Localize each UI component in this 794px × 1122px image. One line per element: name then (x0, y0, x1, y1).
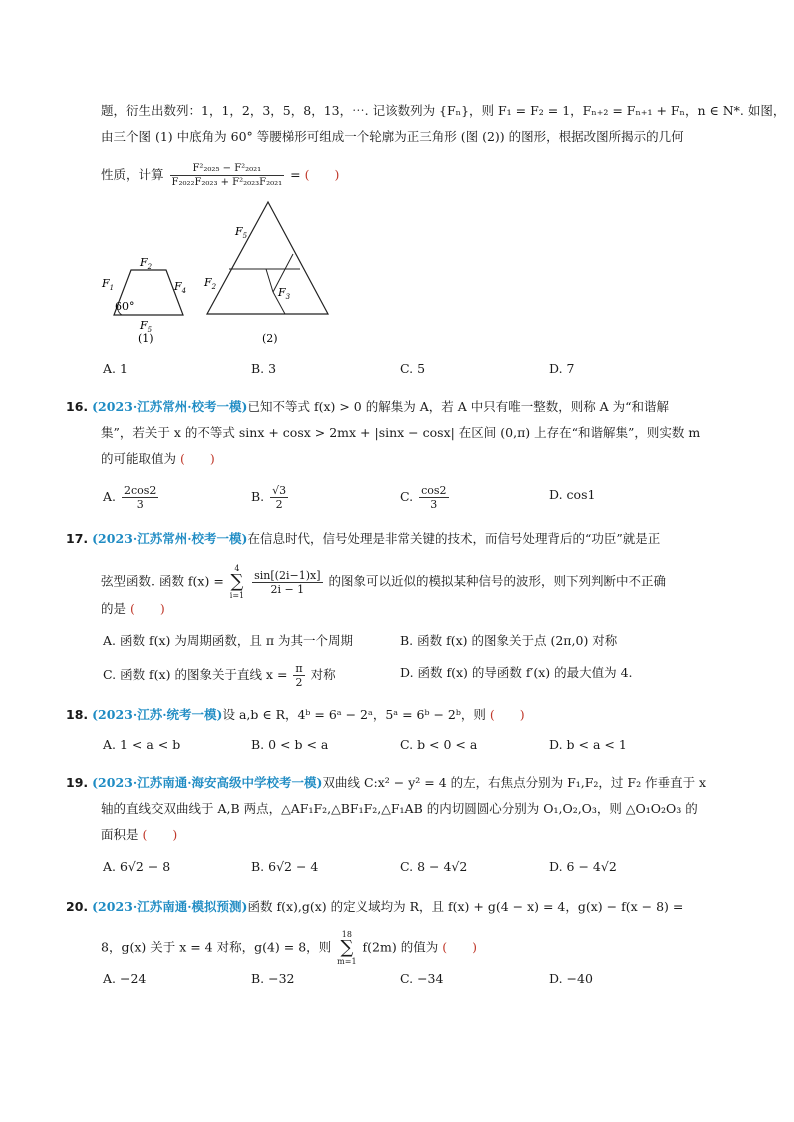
label-f2-top: $F_2$ (140, 256, 153, 271)
q17-sum-bottom: i=1 (229, 591, 245, 600)
q16-option-a[interactable] (103, 484, 160, 511)
q16-option-a-num: 2cos2 (124, 484, 157, 497)
q17-option-c-prefix: C. 函数 f(x) 的图象关于直线 x = (103, 667, 288, 682)
q15-frac-numerator: F²₂₀₂₅ − F²₂₀₂₁ (170, 162, 285, 176)
figure-2-triangle (200, 196, 350, 348)
label-f4-right: $F_4$ (174, 280, 187, 295)
q16-line-3 (101, 450, 215, 468)
q17-line-1 (66, 530, 660, 548)
label-tri-f3: $F_3$ (278, 286, 291, 301)
q16-option-b-num: √3 (272, 484, 287, 497)
q20-answer-bracket: ( ) (442, 939, 477, 955)
q19-option-b[interactable]: B. 6√2 − 4 (251, 859, 319, 874)
q16-line-3-text: 的可能取值为 (101, 451, 177, 466)
q15-line-2: 由三个图 (1) 中底角为 60° 等腰梯形可组成一个轮廓为正三角形 (图 (2)) 的图形，根据改图所揭示的几何 (101, 129, 684, 144)
q20-option-b[interactable]: B. −32 (251, 971, 295, 986)
q16-number: 16. (66, 399, 89, 414)
q20-line-1 (66, 898, 683, 916)
q19-line-1-text: 双曲线 C:x² − y² = 4 的左，右焦点分别为 F₁,F₂，过 F₂ 作垂直于 x (322, 775, 707, 790)
q16-option-b-label: B. (251, 489, 265, 504)
q20-option-a[interactable]: A. −24 (103, 971, 147, 986)
q16-option-a-label: A. (103, 489, 117, 504)
q16-option-b[interactable] (251, 484, 290, 511)
q16-option-d-text: cos1 (566, 487, 596, 502)
q20-sum-top: 18 (341, 930, 352, 939)
inner-slant-line-3 (266, 269, 273, 292)
q17-line-2-prefix: 弦型函数. 函数 f(x) = (101, 573, 224, 589)
q17-line-2 (101, 564, 666, 600)
q20-line-2-prefix: 8，g(x) 关于 x = 4 对称，g(4) = 8，则 (101, 939, 332, 955)
q18-option-d[interactable]: D. b < a < 1 (549, 737, 627, 752)
q20-option-c[interactable]: C. −34 (400, 971, 444, 986)
q16-option-b-den: 2 (275, 498, 283, 511)
q15-line-3-prefix: 性质，计算 (101, 167, 164, 182)
triangle-outline (207, 202, 328, 314)
q20-summation (337, 930, 356, 966)
q15-option-b[interactable]: B. 3 (251, 361, 277, 376)
q19-option-a[interactable]: A. 6√2 − 8 (103, 859, 171, 874)
q16-option-c[interactable] (400, 484, 451, 511)
q18-text: 设 a,b ∈ R，4ᵇ = 6ᵃ − 2ᵃ，5ᵃ = 6ᵇ − 2ᵇ，则 (222, 707, 486, 722)
q19-option-c[interactable]: C. 8 − 4√2 (400, 859, 468, 874)
q17-option-c-den: 2 (295, 676, 303, 689)
q16-option-d-label: D. (549, 487, 563, 502)
q20-option-d[interactable]: D. −40 (549, 971, 593, 986)
q20-line-1-text: 函数 f(x),g(x) 的定义域均为 R，且 f(x) + g(4 − x) = 4，g(x) − f(x − 8) = (247, 899, 684, 914)
q15-line-3 (101, 162, 339, 189)
label-f1-left: $F_1$ (102, 277, 115, 292)
label-tri-f2: $F_2$ (204, 276, 217, 291)
q16-option-c-label: C. (400, 489, 414, 504)
q17-option-d[interactable]: D. 函数 f(x) 的导函数 f′(x) 的最大值为 4. (400, 665, 633, 680)
q17-sum-top: 4 (234, 564, 240, 573)
q17-option-c[interactable] (103, 662, 336, 689)
q17-sum-num: sin[(2i−1)x] (254, 568, 321, 582)
q17-option-a[interactable]: A. 函数 f(x) 为周期函数，且 π 为其一个周期 (103, 633, 354, 648)
q16-line-2: 集”，若关于 x 的不等式 sinx + cosx > 2mx + |sinx − cosx| 在区间 (0,π) 上存在“和谐解集”，则实数 m (101, 425, 701, 440)
q16-option-d[interactable] (549, 486, 595, 504)
q15-option-c[interactable]: C. 5 (400, 361, 426, 376)
caption-figure-1: (1) (138, 332, 154, 345)
q20-source: (2023·江苏南通·模拟预测) (92, 899, 248, 914)
q18-option-a[interactable]: A. 1 < a < b (103, 737, 181, 752)
q15-fraction (170, 162, 285, 189)
q18-line-1 (66, 706, 525, 724)
q17-line-2-suffix: 的图象可以近似的模拟某种信号的波形，则下列判断中不正确 (328, 573, 666, 589)
sigma-icon: ∑ (230, 571, 244, 592)
q17-line-1-text: 在信息时代，信号处理是非常关键的技术，而信号处理背后的“功臣”就是正 (247, 531, 661, 546)
figure-1-trapezoid (98, 240, 198, 348)
q15-answer-bracket: ( ) (304, 167, 340, 182)
q17-source: (2023·江苏常州·校考一模) (92, 531, 248, 546)
q16-option-c-num: cos2 (421, 484, 447, 497)
q17-sum-fraction (252, 569, 322, 596)
q18-number: 18. (66, 707, 89, 722)
q18-source: (2023·江苏·统考一模) (92, 707, 223, 722)
q16-source: (2023·江苏常州·校考一模) (92, 399, 248, 414)
q17-line-3-text: 的是 (101, 601, 127, 616)
q16-option-a-frac (122, 484, 158, 511)
q17-sum-den: 2i − 1 (270, 582, 305, 596)
q19-line-2: 轴的直线交双曲线于 A,B 两点，△AF₁F₂,△BF₁F₂,△F₁AB 的内切圆圆心分别为 O₁,O₂,O₃，则 △O₁O₂O₃ 的 (101, 801, 698, 816)
q17-option-c-num: π (295, 662, 303, 675)
q16-line-1-text: 已知不等式 f(x) > 0 的解集为 A，若 A 中只有唯一整数，则称 A 为“和谐解 (247, 399, 670, 414)
q20-sum-bottom: m=1 (337, 957, 357, 966)
q17-answer-bracket: ( ) (130, 601, 165, 616)
caption-figure-2: (2) (262, 332, 278, 345)
q19-source: (2023·江苏南通·海安高级中学校考一模) (92, 775, 323, 790)
q18-option-b[interactable]: B. 0 < b < a (251, 737, 329, 752)
q20-number: 20. (66, 899, 89, 914)
q19-line-1 (66, 774, 706, 792)
q16-option-b-frac (270, 484, 288, 511)
q17-option-c-frac (293, 662, 304, 689)
q19-line-3 (101, 826, 177, 844)
q16-option-c-frac (419, 484, 448, 511)
q20-line-2-suffix: f(2m) 的值为 (362, 939, 439, 955)
label-60-degree: 60° (115, 300, 135, 313)
q20-line-2 (101, 930, 477, 966)
q17-summation (230, 564, 244, 600)
q15-option-d[interactable]: D. 7 (549, 361, 575, 376)
q16-answer-bracket: ( ) (180, 451, 215, 466)
q19-option-d[interactable]: D. 6 − 4√2 (549, 859, 617, 874)
q19-line-3-text: 面积是 (101, 827, 139, 842)
q19-answer-bracket: ( ) (142, 827, 178, 842)
q18-answer-bracket: ( ) (489, 707, 525, 722)
label-f5-bottom: $F_5$ (140, 319, 153, 334)
q16-option-a-den: 3 (136, 498, 144, 511)
q15-line-1: 题，衍生出数列：1，1，2，3，5，8，13，⋯. 记该数列为 {Fₙ}，则 F₁ = F₂ = 1，Fₙ₊₂ = Fₙ₊₁ + Fₙ，n ∈ N*. 如图， (101, 103, 786, 118)
q15-option-a[interactable]: A. 1 (103, 361, 128, 376)
label-tri-f5: $F_5$ (235, 225, 248, 240)
q18-option-c[interactable]: C. b < 0 < a (400, 737, 478, 752)
q16-line-1 (66, 398, 669, 416)
q17-line-3 (101, 600, 165, 618)
q15-equals: = (290, 167, 301, 182)
q17-option-b[interactable]: B. 函数 f(x) 的图象关于点 (2π,0) 对称 (400, 633, 618, 648)
q19-number: 19. (66, 775, 89, 790)
sigma-icon: ∑ (340, 937, 354, 958)
q17-number: 17. (66, 531, 89, 546)
q17-option-c-suffix: 对称 (310, 667, 336, 682)
q16-option-c-den: 3 (430, 498, 438, 511)
q15-frac-denominator: F₂₀₂₂F₂₀₂₃ + F²₂₀₂₃F₂₀₂₁ (171, 177, 283, 188)
